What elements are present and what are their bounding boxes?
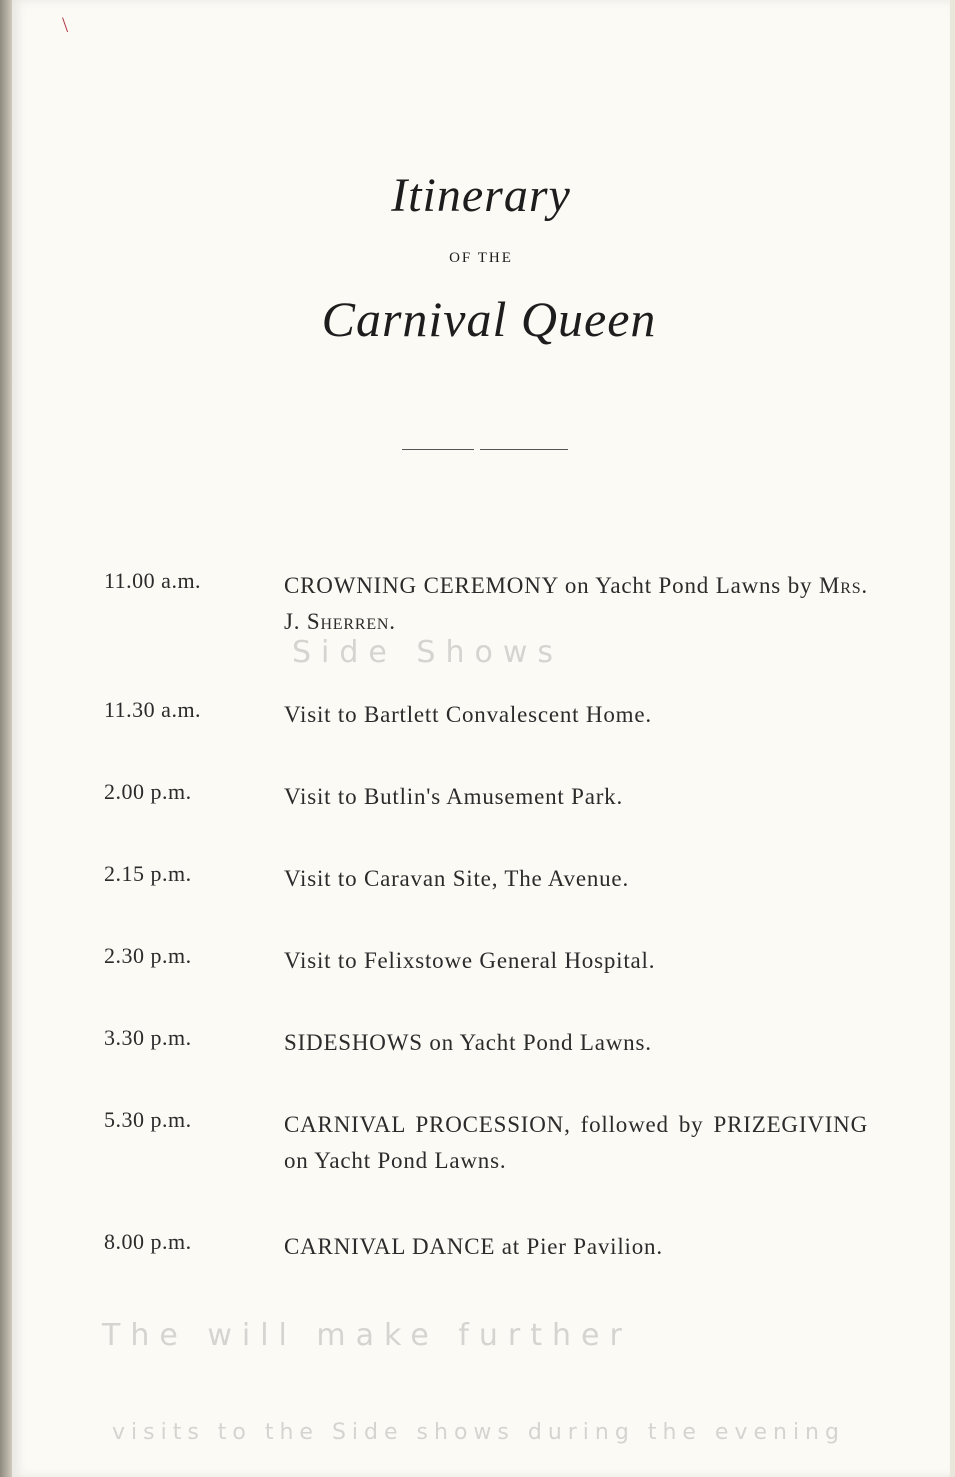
title-itinerary: Itinerary: [391, 169, 571, 222]
entry-event: Visit to Bartlett Convalescent Home.: [284, 702, 652, 727]
entry-event: [284, 568, 868, 640]
entry-time: 2.00 p.m.: [104, 779, 192, 804]
entry-time: 3.30 p.m.: [104, 1025, 192, 1050]
entry-event: SIDESHOWS on Yacht Pond Lawns.: [284, 1030, 652, 1055]
entry-event-text: CROWNING CEREMONY on Yacht Pond Lawns by: [284, 573, 813, 598]
entry-time: 11.30 a.m.: [104, 697, 202, 722]
pencil-annotation: The will make further: [102, 1318, 632, 1353]
entry-time: 8.00 p.m.: [104, 1229, 192, 1254]
entry-event: CARNIVAL PROCESSION, followed by PRIZEGIVING on Yacht Pond Lawns.: [284, 1112, 868, 1173]
pencil-annotation: Side Shows: [292, 635, 563, 670]
decorative-rule-right: [480, 449, 568, 450]
binding-spine: [0, 0, 12, 1477]
entry-event: Visit to Felixstowe General Hospital.: [284, 948, 656, 973]
entry-time: 2.30 p.m.: [104, 943, 192, 968]
pencil-annotation: visits to the Side shows during the evening: [112, 1420, 845, 1445]
entry-event: Visit to Butlin's Amusement Park.: [284, 784, 624, 809]
entry-time: 5.30 p.m.: [104, 1107, 192, 1132]
pencil-tick-mark: \: [62, 12, 69, 37]
entry-event: CARNIVAL DANCE at Pier Pavilion.: [284, 1234, 663, 1259]
decorative-rule-left: [402, 449, 474, 450]
title-carnival-queen: Carnival Queen: [321, 291, 657, 347]
title-of-the: OF THE: [449, 250, 513, 266]
entry-event: Visit to Caravan Site, The Avenue.: [284, 866, 629, 891]
document-page: [12, 0, 950, 1477]
entry-time: 2.15 p.m.: [104, 861, 192, 886]
entry-time: 11.00 a.m.: [104, 568, 202, 593]
entry-event-name: Mrs. J. Sherren.: [284, 573, 868, 634]
